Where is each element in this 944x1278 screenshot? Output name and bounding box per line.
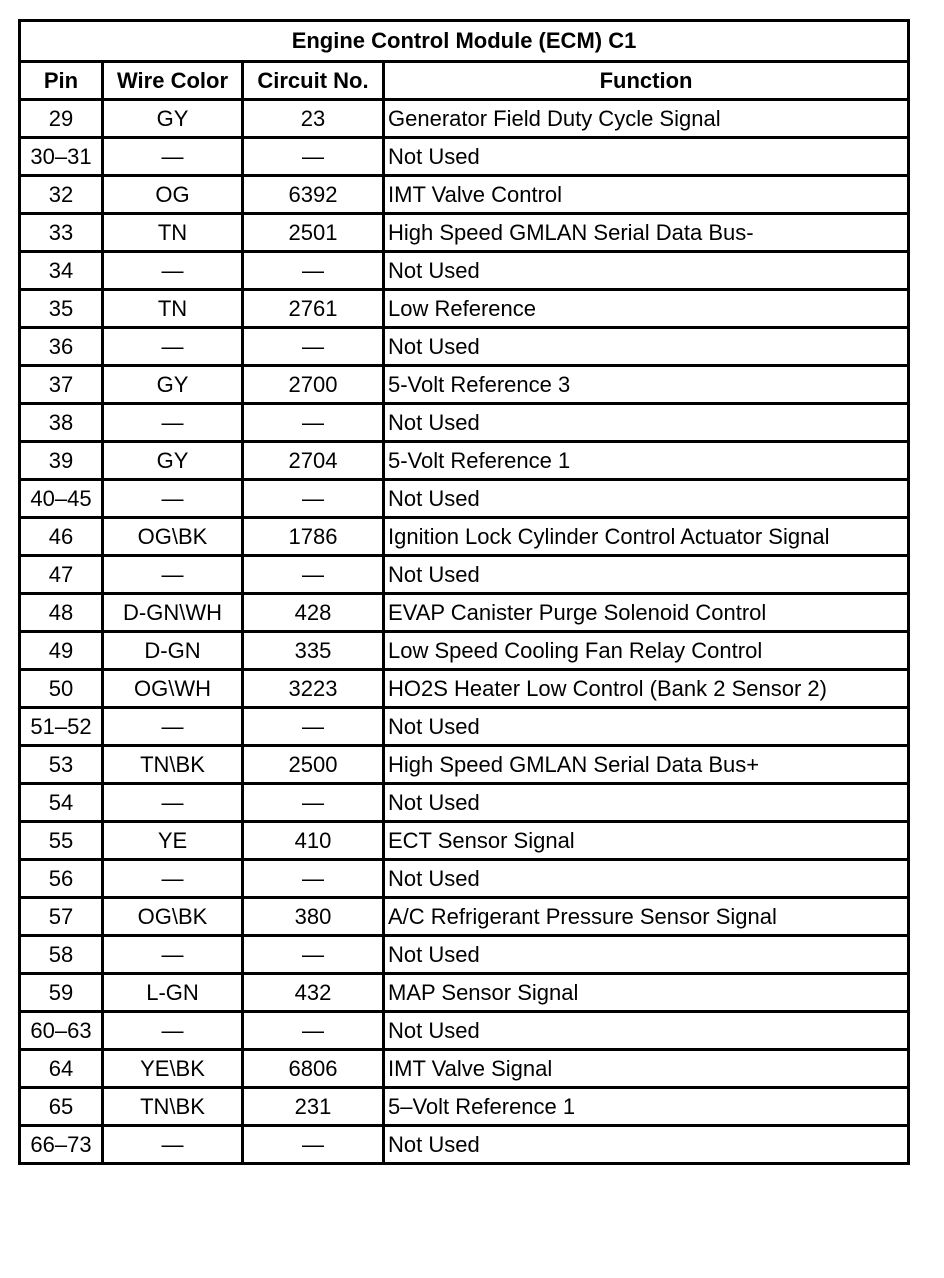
wire-color-cell: TN [103, 290, 243, 328]
wire-color-column-header: Wire Color [103, 62, 243, 100]
table-row [20, 1088, 909, 1126]
circuit-cell: 2700 [243, 366, 384, 404]
table-row [20, 860, 909, 898]
header-row [20, 62, 909, 100]
pin-cell: 48 [20, 594, 103, 632]
table-row [20, 176, 909, 214]
wire-color-cell: — [103, 1012, 243, 1050]
circuit-cell: — [243, 252, 384, 290]
function-cell: 5-Volt Reference 1 [384, 442, 909, 480]
table-row [20, 100, 909, 138]
wire-color-cell: YE [103, 822, 243, 860]
pin-cell: 33 [20, 214, 103, 252]
function-cell: A/C Refrigerant Pressure Sensor Signal [384, 898, 909, 936]
pin-cell: 58 [20, 936, 103, 974]
title-row [20, 21, 909, 62]
wire-color-cell: OG\WH [103, 670, 243, 708]
pin-cell: 39 [20, 442, 103, 480]
wire-color-cell: GY [103, 366, 243, 404]
table-row [20, 898, 909, 936]
wire-color-cell: — [103, 404, 243, 442]
table-row [20, 328, 909, 366]
wire-color-cell: — [103, 936, 243, 974]
circuit-cell: 3223 [243, 670, 384, 708]
function-cell: MAP Sensor Signal [384, 974, 909, 1012]
pin-cell: 36 [20, 328, 103, 366]
circuit-cell: — [243, 138, 384, 176]
circuit-cell: 2761 [243, 290, 384, 328]
pin-cell: 65 [20, 1088, 103, 1126]
circuit-cell: 2500 [243, 746, 384, 784]
wire-color-cell: TN\BK [103, 1088, 243, 1126]
table-row [20, 974, 909, 1012]
function-cell: Not Used [384, 936, 909, 974]
circuit-cell: — [243, 556, 384, 594]
pin-cell: 56 [20, 860, 103, 898]
table-row [20, 784, 909, 822]
wire-color-cell: TN [103, 214, 243, 252]
circuit-cell: 1786 [243, 518, 384, 556]
table-row [20, 214, 909, 252]
circuit-cell: 2704 [243, 442, 384, 480]
circuit-cell: 432 [243, 974, 384, 1012]
circuit-cell: 231 [243, 1088, 384, 1126]
function-cell: High Speed GMLAN Serial Data Bus+ [384, 746, 909, 784]
pin-cell: 57 [20, 898, 103, 936]
pin-cell: 51–52 [20, 708, 103, 746]
pin-cell: 54 [20, 784, 103, 822]
circuit-cell: 2501 [243, 214, 384, 252]
function-cell: Not Used [384, 1012, 909, 1050]
function-cell: Not Used [384, 328, 909, 366]
wire-color-cell: — [103, 138, 243, 176]
circuit-cell: — [243, 860, 384, 898]
pin-cell: 64 [20, 1050, 103, 1088]
circuit-column-header: Circuit No. [243, 62, 384, 100]
table-row [20, 1126, 909, 1164]
function-cell: Low Speed Cooling Fan Relay Control [384, 632, 909, 670]
circuit-cell: — [243, 404, 384, 442]
table-row [20, 138, 909, 176]
wire-color-cell: — [103, 1126, 243, 1164]
table-row [20, 290, 909, 328]
pin-cell: 38 [20, 404, 103, 442]
table-row [20, 252, 909, 290]
circuit-cell: 335 [243, 632, 384, 670]
pin-column-header: Pin [20, 62, 103, 100]
wire-color-cell: — [103, 556, 243, 594]
pin-cell: 66–73 [20, 1126, 103, 1164]
function-cell: EVAP Canister Purge Solenoid Control [384, 594, 909, 632]
wire-color-cell: L-GN [103, 974, 243, 1012]
connector-pinout-table [18, 19, 910, 1165]
circuit-cell: 428 [243, 594, 384, 632]
wire-color-cell: — [103, 784, 243, 822]
circuit-cell: 410 [243, 822, 384, 860]
function-cell: 5–Volt Reference 1 [384, 1088, 909, 1126]
circuit-cell: 380 [243, 898, 384, 936]
wire-color-cell: OG\BK [103, 518, 243, 556]
function-cell: IMT Valve Control [384, 176, 909, 214]
function-cell: Not Used [384, 556, 909, 594]
function-cell: Not Used [384, 252, 909, 290]
function-cell: ECT Sensor Signal [384, 822, 909, 860]
wire-color-cell: TN\BK [103, 746, 243, 784]
wire-color-cell: GY [103, 442, 243, 480]
function-cell: Not Used [384, 784, 909, 822]
pin-cell: 30–31 [20, 138, 103, 176]
pin-cell: 55 [20, 822, 103, 860]
table-title: Engine Control Module (ECM) C1 [20, 21, 909, 62]
table-row [20, 1050, 909, 1088]
function-cell: Not Used [384, 480, 909, 518]
table-row [20, 442, 909, 480]
pin-cell: 49 [20, 632, 103, 670]
function-cell: Not Used [384, 1126, 909, 1164]
wire-color-cell: — [103, 860, 243, 898]
function-cell: High Speed GMLAN Serial Data Bus- [384, 214, 909, 252]
circuit-cell: 6392 [243, 176, 384, 214]
wire-color-cell: OG\BK [103, 898, 243, 936]
wire-color-cell: — [103, 480, 243, 518]
wire-color-cell: D-GN [103, 632, 243, 670]
circuit-cell: — [243, 1012, 384, 1050]
function-cell: Not Used [384, 708, 909, 746]
table-row [20, 518, 909, 556]
table-row [20, 632, 909, 670]
table-body [20, 100, 909, 1164]
table-row [20, 404, 909, 442]
pin-cell: 53 [20, 746, 103, 784]
function-cell: Not Used [384, 860, 909, 898]
table-row [20, 670, 909, 708]
pin-cell: 35 [20, 290, 103, 328]
table-row [20, 708, 909, 746]
wire-color-cell: — [103, 708, 243, 746]
table-row [20, 480, 909, 518]
circuit-cell: — [243, 708, 384, 746]
function-cell: Not Used [384, 404, 909, 442]
wire-color-cell: OG [103, 176, 243, 214]
pin-cell: 34 [20, 252, 103, 290]
table-row [20, 556, 909, 594]
wire-color-cell: GY [103, 100, 243, 138]
table-row [20, 1012, 909, 1050]
circuit-cell: 6806 [243, 1050, 384, 1088]
pin-cell: 29 [20, 100, 103, 138]
function-column-header: Function [384, 62, 909, 100]
function-cell: IMT Valve Signal [384, 1050, 909, 1088]
circuit-cell: — [243, 936, 384, 974]
table-row [20, 822, 909, 860]
pin-cell: 32 [20, 176, 103, 214]
pin-cell: 37 [20, 366, 103, 404]
function-cell: Generator Field Duty Cycle Signal [384, 100, 909, 138]
function-cell: Ignition Lock Cylinder Control Actuator Signal [384, 518, 909, 556]
function-cell: Not Used [384, 138, 909, 176]
wire-color-cell: — [103, 328, 243, 366]
table-row [20, 936, 909, 974]
pin-cell: 46 [20, 518, 103, 556]
pin-cell: 50 [20, 670, 103, 708]
function-cell: 5-Volt Reference 3 [384, 366, 909, 404]
wire-color-cell: — [103, 252, 243, 290]
circuit-cell: — [243, 784, 384, 822]
circuit-cell: — [243, 1126, 384, 1164]
circuit-cell: 23 [243, 100, 384, 138]
pin-cell: 60–63 [20, 1012, 103, 1050]
wire-color-cell: YE\BK [103, 1050, 243, 1088]
circuit-cell: — [243, 480, 384, 518]
function-cell: Low Reference [384, 290, 909, 328]
pin-cell: 40–45 [20, 480, 103, 518]
table-row [20, 366, 909, 404]
function-cell: HO2S Heater Low Control (Bank 2 Sensor 2) [384, 670, 909, 708]
circuit-cell: — [243, 328, 384, 366]
pin-cell: 59 [20, 974, 103, 1012]
table-row [20, 594, 909, 632]
pin-cell: 47 [20, 556, 103, 594]
wire-color-cell: D-GN\WH [103, 594, 243, 632]
table-row [20, 746, 909, 784]
